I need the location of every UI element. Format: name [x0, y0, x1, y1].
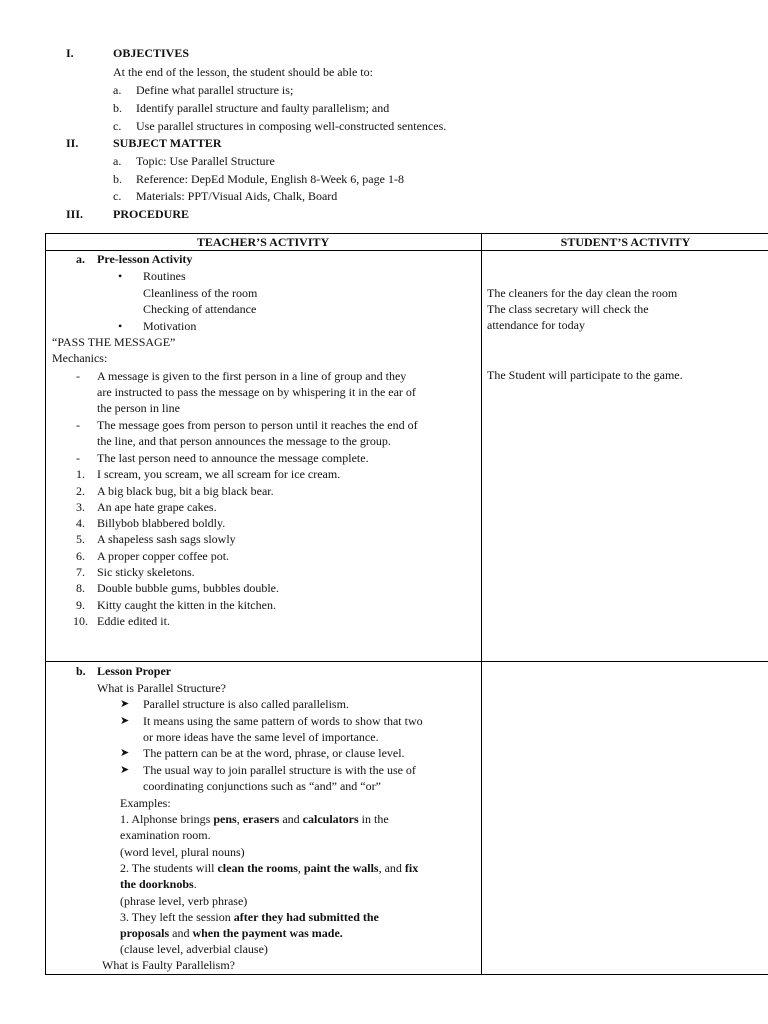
section-number-objectives: I.: [66, 46, 74, 60]
lesson-proper-marker: b.: [76, 664, 86, 678]
objectives-intro: At the end of the lesson, the student should be able to:: [113, 65, 373, 79]
message-number: 8.: [76, 581, 85, 595]
table-border-bottom: [45, 974, 768, 975]
example-line: 1. Alphonse brings pens, erasers and calculators in the: [120, 812, 389, 826]
arrow-bullet-icon: ➤: [120, 715, 130, 727]
student-response: attendance for today: [487, 318, 585, 332]
example-line: 3. They left the session after they had submitted the: [120, 910, 379, 924]
dash-icon: -: [76, 369, 80, 383]
message-number: 9.: [76, 598, 85, 612]
message-number: 10.: [73, 614, 88, 628]
header-student-activity: STUDENT’S ACTIVITY: [560, 235, 691, 249]
mechanic-line: The message goes from person to person until it reaches the end of: [97, 418, 418, 432]
bullet-icon: •: [118, 319, 123, 333]
objective-item: Use parallel structures in composing well-constructed sentences.: [136, 119, 447, 133]
message-item: A big black bug, bit a big black bear.: [97, 484, 274, 498]
message-number: 5.: [76, 532, 85, 546]
message-number: 7.: [76, 565, 85, 579]
routine-item: Checking of attendance: [143, 302, 257, 316]
mechanic-line: the line, and that person announces the message to the group.: [97, 434, 391, 448]
table-row-divider: [45, 661, 768, 662]
game-title: “PASS THE MESSAGE”: [52, 335, 176, 349]
message-item: I scream, you scream, we all scream for ice cream.: [97, 467, 341, 481]
table-border-left: [45, 233, 46, 975]
arrow-bullet-icon: ➤: [120, 747, 130, 759]
example-line: examination room.: [120, 828, 211, 842]
message-number: 3.: [76, 500, 85, 514]
table-column-divider: [481, 233, 482, 975]
subject-item: Reference: DepEd Module, English 8-Week 6, page 1-8: [136, 172, 404, 186]
definition-item: Parallel structure is also called parallelism.: [143, 697, 349, 711]
subject-item: Materials: PPT/Visual Aids, Chalk, Board: [136, 189, 338, 203]
example-line: 2. The students will clean the rooms, paint the walls, and fix: [120, 861, 419, 875]
example-line: the doorknobs.: [120, 877, 197, 891]
routine-item: Cleanliness of the room: [143, 286, 258, 300]
objective-marker: a.: [113, 83, 122, 97]
message-item: Eddie edited it.: [97, 614, 170, 628]
objective-item: Identify parallel structure and faulty parallelism; and: [136, 101, 390, 115]
student-response: The class secretary will check the: [487, 302, 649, 316]
example-line: proposals and when the payment was made.: [120, 926, 343, 940]
example-note: (clause level, adverbial clause): [120, 942, 268, 956]
mechanic-line: The last person need to announce the message complete.: [97, 451, 369, 465]
message-number: 4.: [76, 516, 85, 530]
subject-item: Topic: Use Parallel Structure: [136, 154, 275, 168]
arrow-bullet-icon: ➤: [120, 764, 130, 776]
message-item: A shapeless sash sags slowly: [97, 532, 236, 546]
definition-item: It means using the same pattern of words to show that two: [143, 714, 423, 728]
definition-item: The usual way to join parallel structure is with the use of: [143, 763, 416, 777]
message-item: Kitty caught the kitten in the kitchen.: [97, 598, 276, 612]
section-title-procedure: PROCEDURE: [113, 207, 190, 221]
definition-item: The pattern can be at the word, phrase, or clause level.: [143, 746, 405, 760]
message-item: Double bubble gums, bubbles double.: [97, 581, 279, 595]
subject-marker: c.: [113, 189, 122, 203]
pre-lesson-marker: a.: [76, 252, 85, 266]
dash-icon: -: [76, 451, 80, 465]
mechanics-label: Mechanics:: [52, 351, 108, 365]
student-response: The Student will participate to the game.: [487, 368, 683, 382]
message-item: A proper copper coffee pot.: [97, 549, 230, 563]
bullet-icon: •: [118, 269, 123, 283]
examples-label: Examples:: [120, 796, 171, 810]
objective-marker: c.: [113, 119, 122, 133]
routines-label: Routines: [143, 269, 186, 283]
example-note: (phrase level, verb phrase): [120, 894, 248, 908]
section-number-procedure: III.: [66, 207, 84, 221]
objective-item: Define what parallel structure is;: [136, 83, 294, 97]
message-number: 6.: [76, 549, 85, 563]
dash-icon: -: [76, 418, 80, 432]
lesson-proper-title: Lesson Proper: [97, 664, 172, 678]
motivation-label: Motivation: [143, 319, 197, 333]
subject-marker: a.: [113, 154, 122, 168]
objective-marker: b.: [113, 101, 122, 115]
definition-item: or more ideas have the same level of importance.: [143, 730, 379, 744]
example-note: (word level, plural nouns): [120, 845, 245, 859]
subject-marker: b.: [113, 172, 122, 186]
question-heading: What is Faulty Parallelism?: [102, 958, 235, 972]
definition-item: coordinating conjunctions such as “and” and “or”: [143, 779, 381, 793]
mechanic-line: are instructed to pass the message on by whispering it in the ear of: [97, 385, 416, 399]
message-item: An ape hate grape cakes.: [97, 500, 217, 514]
message-item: Billybob blabbered boldly.: [97, 516, 226, 530]
student-response: The cleaners for the day clean the room: [487, 286, 678, 300]
section-title-subject-matter: SUBJECT MATTER: [113, 136, 222, 150]
question-heading: What is Parallel Structure?: [97, 681, 226, 695]
message-number: 1.: [76, 467, 85, 481]
pre-lesson-title: Pre-lesson Activity: [97, 252, 193, 266]
mechanic-line: A message is given to the first person in a line of group and they: [97, 369, 407, 383]
section-title-objectives: OBJECTIVES: [113, 46, 190, 60]
message-number: 2.: [76, 484, 85, 498]
mechanic-line: the person in line: [97, 401, 180, 415]
section-number-subject-matter: II.: [66, 136, 79, 150]
message-item: Sic sticky skeletons.: [97, 565, 195, 579]
arrow-bullet-icon: ➤: [120, 698, 130, 710]
header-teacher-activity: TEACHER’S ACTIVITY: [196, 235, 330, 249]
